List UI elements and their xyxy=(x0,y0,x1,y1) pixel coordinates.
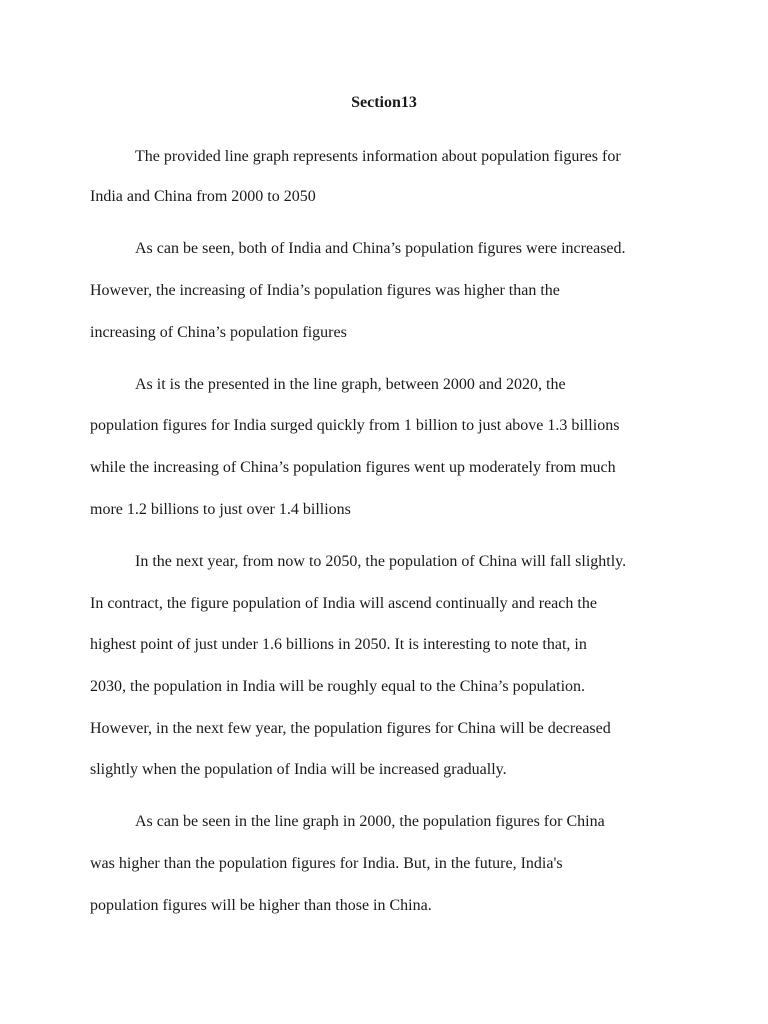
paragraph-2-line-2: However, the increasing of India’s population figures was higher than the xyxy=(90,282,560,299)
paragraph-3-line-1: As it is the presented in the line graph, between 2000 and 2020, the xyxy=(135,376,566,393)
paragraph-5-line-1: As can be seen in the line graph in 2000, the population figures for China xyxy=(135,813,605,830)
paragraph-5-line-2: was higher than the population figures for India. But, in the future, India's xyxy=(90,855,563,872)
section-title: Section13 xyxy=(351,94,417,111)
paragraph-2-line-1: As can be seen, both of India and China’s population figures were increased. xyxy=(135,240,626,257)
paragraph-3-line-2: population figures for India surged quickly from 1 billion to just above 1.3 billions xyxy=(90,417,620,434)
paragraph-4-line-6: slightly when the population of India will be increased gradually. xyxy=(90,761,507,778)
paragraph-4-line-5: However, in the next few year, the population figures for China will be decreased xyxy=(90,720,611,737)
paragraph-1-line-2: India and China from 2000 to 2050 xyxy=(90,188,316,205)
paragraph-5-line-3: population figures will be higher than those in China. xyxy=(90,897,432,914)
paragraph-4-line-1: In the next year, from now to 2050, the population of China will fall slightly. xyxy=(135,553,627,570)
paragraph-4-line-3: highest point of just under 1.6 billions in 2050. It is interesting to note that, in xyxy=(90,636,587,653)
paragraph-2-line-3: increasing of China’s population figures xyxy=(90,324,347,341)
paragraph-3-line-3: while the increasing of China’s population figures went up moderately from much xyxy=(90,459,616,476)
paragraph-4-line-2: In contract, the figure population of India will ascend continually and reach the xyxy=(90,595,597,612)
paragraph-4-line-4: 2030, the population in India will be roughly equal to the China’s population. xyxy=(90,678,586,695)
paragraph-3-line-4: more 1.2 billions to just over 1.4 billions xyxy=(90,501,351,518)
paragraph-1-line-1: The provided line graph represents information about population figures for xyxy=(135,148,621,165)
